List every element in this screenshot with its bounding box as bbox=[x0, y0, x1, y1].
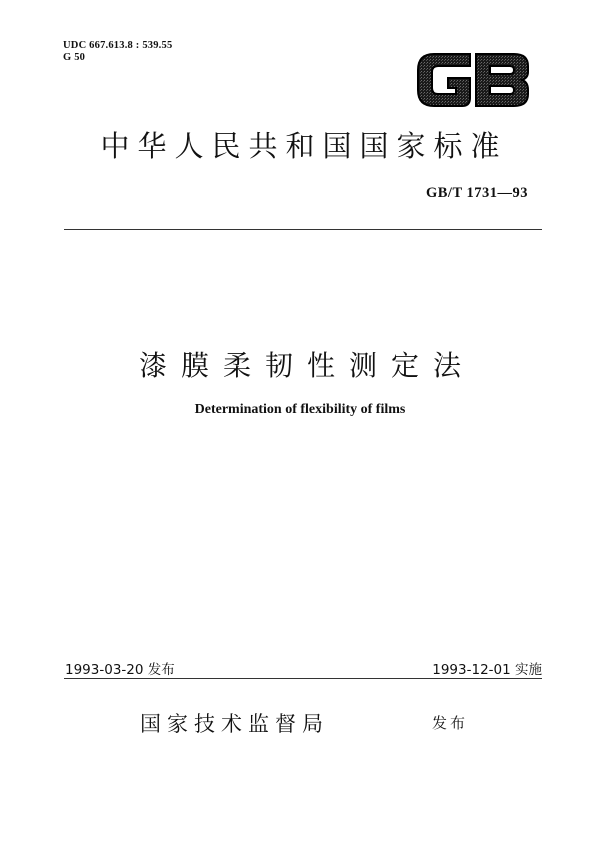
effective-date: 1993-12-01 实施 bbox=[432, 662, 542, 678]
category-code: G 50 bbox=[63, 52, 86, 63]
gb-logo bbox=[412, 44, 534, 116]
header-divider bbox=[64, 229, 542, 230]
issue-date: 1993-03-20 发布 bbox=[65, 662, 175, 678]
standard-number: GB/T 1731—93 bbox=[425, 185, 528, 201]
document-title-english: Determination of flexibility of films bbox=[194, 402, 406, 417]
udc-code: UDC 667.613.8 : 539.55 bbox=[63, 40, 173, 51]
document-title-chinese: 漆膜柔韧性测定法 bbox=[138, 349, 475, 382]
footer-divider bbox=[64, 678, 542, 679]
national-standard-title: 中华人民共和国国家标准 bbox=[100, 129, 508, 163]
gb-logo-graphic bbox=[412, 44, 534, 116]
issuing-authority: 国家技术监督局 bbox=[140, 712, 329, 736]
udc-classification bbox=[63, 40, 172, 64]
issue-label: 发布 bbox=[432, 714, 469, 732]
